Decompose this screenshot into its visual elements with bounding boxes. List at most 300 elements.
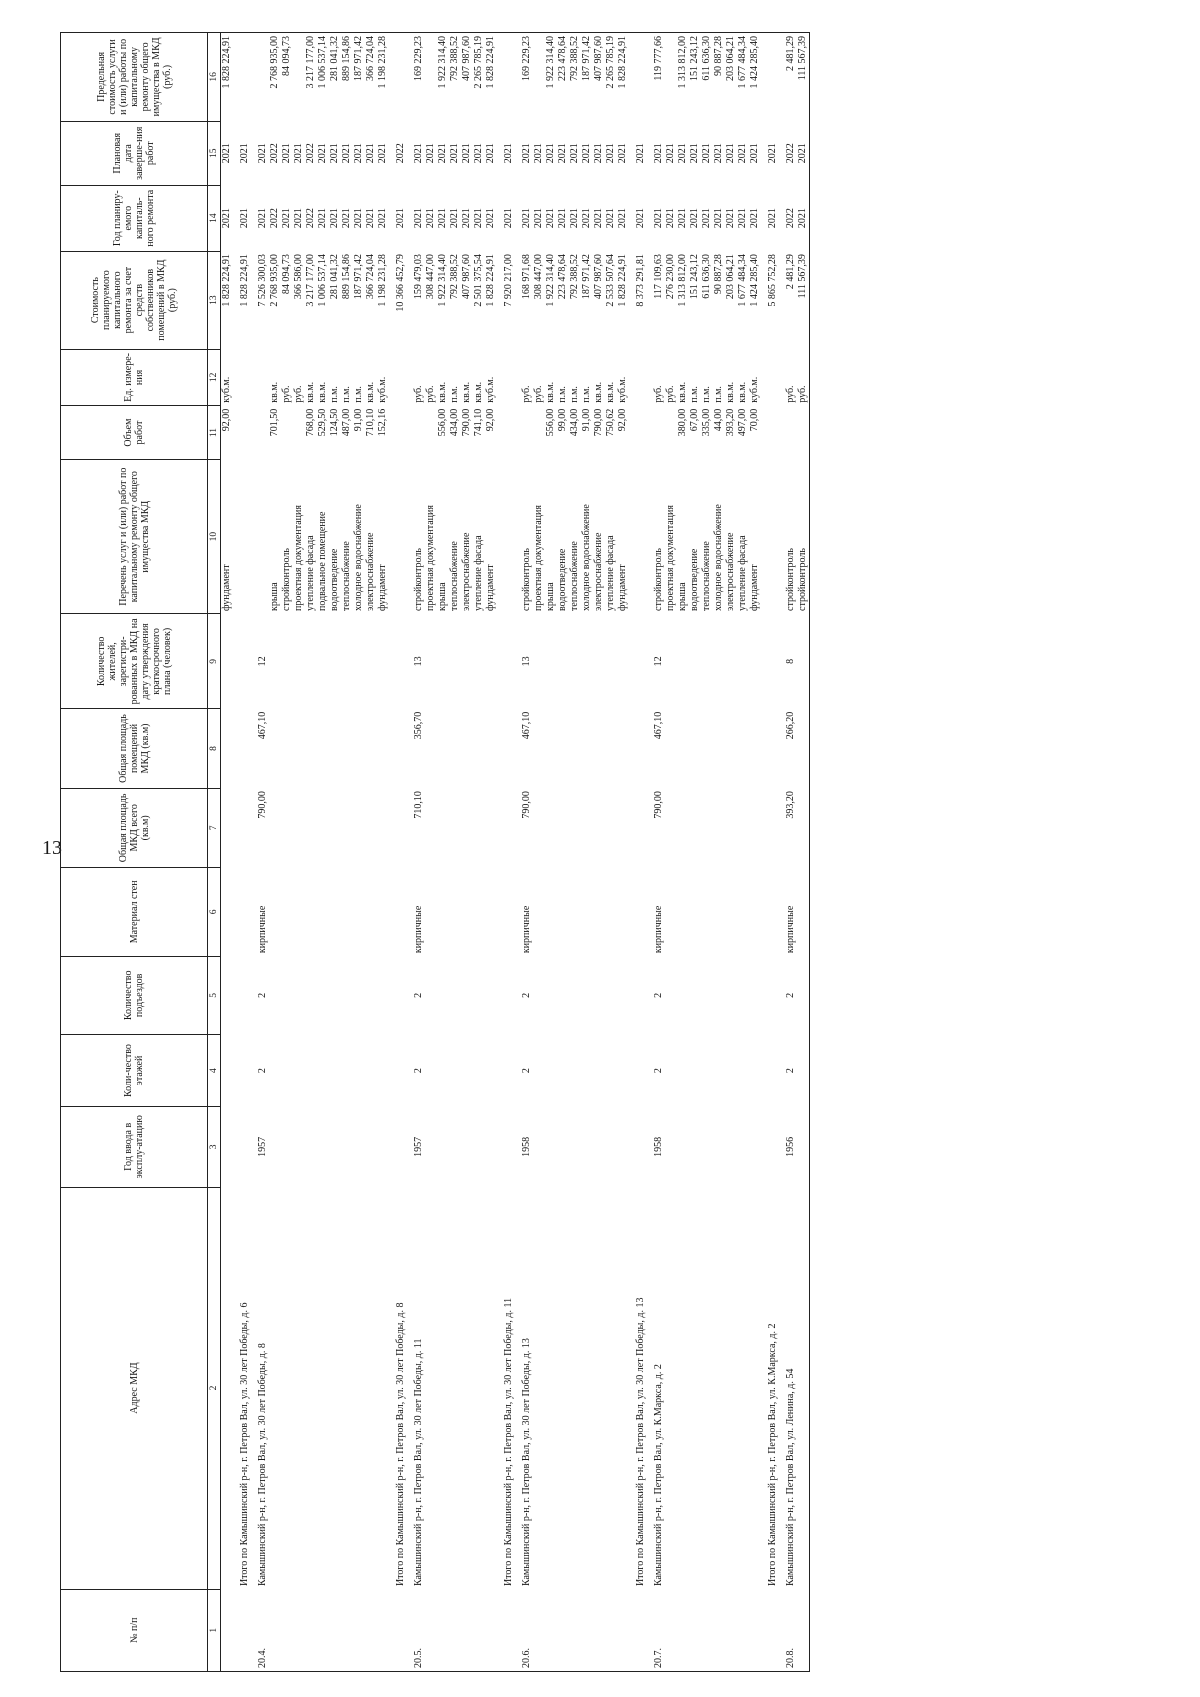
cell-c14: 2021: [521, 208, 532, 229]
cell-c2: Итого по Камышинский р-н, г. Петров Вал, ул. К.Маркса, д. 2: [767, 1323, 778, 1587]
cell-c14: 2021: [461, 208, 472, 229]
cell-c2: [449, 1187, 461, 1589]
cell-c16: 407 987,60: [461, 33, 473, 122]
cell-c12: [389, 349, 407, 406]
cell-c1: [329, 1589, 341, 1671]
cell-c3: [545, 1107, 557, 1187]
cell-c6: [269, 868, 281, 957]
cell-c12: кв.м.: [677, 381, 688, 403]
cell-c5: [341, 956, 353, 1034]
cell-c6: [725, 868, 737, 957]
cell-c2: Итого по Камышинский р-н, г. Петров Вал, ул. 30 лет Победы, д. 8: [395, 1302, 406, 1587]
cell-c4: [617, 1034, 629, 1106]
cell-c14: 2021: [713, 208, 724, 229]
total-row: [233, 33, 251, 1672]
cell-c15: 2021: [329, 143, 340, 164]
cell-c16: 84 094,73: [281, 33, 293, 122]
cell-c2: [377, 1187, 389, 1589]
cell-c8: [677, 709, 689, 788]
table-row: [221, 33, 234, 1672]
cell-c6: [233, 868, 251, 957]
cell-c7: [377, 788, 389, 867]
cell-c13: 90 887,28: [713, 254, 724, 295]
cell-c1: 20.6.: [515, 1589, 533, 1671]
cell-c8: [581, 709, 593, 788]
column-number: 10: [208, 459, 221, 614]
cell-c11: 70,00: [749, 408, 760, 432]
cell-c8: [437, 709, 449, 788]
cell-c8: [725, 709, 737, 788]
cell-c15: 2021: [545, 143, 556, 164]
cell-c12: куб.м.: [485, 376, 496, 403]
cell-c3: [353, 1107, 365, 1187]
table-row: [713, 33, 725, 1672]
cell-c12: кв.м.: [545, 381, 556, 403]
cell-c5: [389, 956, 407, 1034]
cell-c10: теплоснабжение: [569, 541, 580, 611]
cell-c4: [425, 1034, 437, 1106]
cell-c16: 1 922 314,40: [545, 33, 557, 122]
cell-c13: 1 922 314,40: [545, 254, 556, 307]
cell-c4: 2: [653, 1068, 664, 1074]
cell-c3: [269, 1107, 281, 1187]
cell-c5: [377, 956, 389, 1034]
cell-c1: [629, 1589, 647, 1671]
cell-c10: проектная документация: [425, 505, 436, 611]
cell-c9: [497, 614, 515, 709]
cell-c10: фундамент: [749, 564, 760, 611]
table-row: [425, 33, 437, 1672]
cell-c9: [725, 614, 737, 709]
cell-c6: [449, 868, 461, 957]
cell-c6: [485, 868, 497, 957]
cell-c11: [533, 406, 545, 460]
table-row: [581, 33, 593, 1672]
cell-c7: 790,00: [653, 791, 664, 819]
cell-c8: [497, 709, 515, 788]
cell-c8: [593, 709, 605, 788]
cell-c14: 2021: [503, 208, 514, 229]
cell-c9: [281, 614, 293, 709]
cell-c10: утепление фасада: [737, 535, 748, 611]
cell-c1: [713, 1589, 725, 1671]
table-row: [377, 33, 389, 1672]
cell-c11: 99,00: [557, 408, 568, 432]
cell-c15: 2021: [521, 143, 532, 164]
cell-c1: [461, 1589, 473, 1671]
cell-c6: [533, 868, 545, 957]
cell-c16: 1 198 231,28: [377, 33, 389, 122]
cell-c16: 792 388,52: [569, 33, 581, 122]
column-header: Материал стен: [61, 868, 208, 957]
cell-c10: стройконтроль: [785, 548, 796, 611]
cell-c2: Камышинский р-н, г. Петров Вал, ул. Ленина, д. 54: [785, 1368, 796, 1587]
column-number: 3: [208, 1107, 221, 1187]
column-header: Адрес МКД: [61, 1187, 208, 1589]
cell-c7: [689, 788, 701, 867]
cell-c11: 768,00: [305, 408, 316, 437]
cell-c5: [605, 956, 617, 1034]
cell-c16: 1 828 224,91: [485, 33, 497, 122]
cell-c5: 2: [257, 992, 268, 998]
cell-c8: [665, 709, 677, 788]
cell-c9: [557, 614, 569, 709]
cell-c5: [365, 956, 377, 1034]
cell-c2: [545, 1187, 557, 1589]
cell-c5: [221, 956, 234, 1034]
cell-c3: [389, 1107, 407, 1187]
table-row: [617, 33, 629, 1672]
cell-c3: [749, 1107, 761, 1187]
column-header: Плановая дата заверше-ния работ: [61, 121, 208, 185]
cell-c9: [461, 614, 473, 709]
cell-c15: 2021: [293, 143, 304, 164]
cell-c2: Итого по Камышинский р-н, г. Петров Вал, ул. 30 лет Победы, д. 13: [635, 1297, 646, 1587]
cell-c11: 152,16: [377, 408, 388, 437]
cell-c15: 2021: [749, 143, 760, 164]
cell-c2: [269, 1187, 281, 1589]
cell-c7: [473, 788, 485, 867]
table-row: [689, 33, 701, 1672]
cell-c2: [569, 1187, 581, 1589]
cell-c15: 2021: [377, 143, 388, 164]
cell-c10: фундамент: [377, 564, 388, 611]
cell-c15: 2021: [503, 143, 514, 164]
cell-c4: [689, 1034, 701, 1106]
cell-c11: 790,00: [593, 408, 604, 437]
cell-c7: [533, 788, 545, 867]
cell-c8: [761, 709, 779, 788]
cell-c12: п.м.: [449, 386, 460, 403]
cell-c7: [797, 788, 810, 867]
cell-c4: 2: [521, 1068, 532, 1074]
cell-c2: [533, 1187, 545, 1589]
cell-c1: [389, 1589, 407, 1671]
cell-c16: 2 768 935,00: [269, 33, 281, 122]
cell-c3: [581, 1107, 593, 1187]
building-row: [647, 33, 665, 1672]
cell-c6: [665, 868, 677, 957]
cell-c8: [425, 709, 437, 788]
table-row: [305, 33, 317, 1672]
cell-c4: [761, 1034, 779, 1106]
cell-c13: 308 447,00: [425, 254, 436, 300]
cell-c9: [581, 614, 593, 709]
column-number: 13: [208, 251, 221, 349]
column-number: 15: [208, 121, 221, 185]
cell-c15: 2021: [413, 143, 424, 164]
cell-c5: [545, 956, 557, 1034]
cell-c5: [473, 956, 485, 1034]
cell-c11: [389, 406, 407, 460]
cell-c2: Итого по Камышинский р-н, г. Петров Вал, ул. 30 лет Победы, д. 6: [239, 1302, 250, 1587]
cell-c11: [779, 406, 797, 460]
cell-c12: п.м.: [581, 386, 592, 403]
cell-c6: [713, 868, 725, 957]
cell-c15: 2021: [425, 143, 436, 164]
cell-c13: 223 478,64: [557, 254, 568, 300]
cell-c2: [293, 1187, 305, 1589]
cell-c15: 2021: [281, 143, 292, 164]
cell-c3: [557, 1107, 569, 1187]
cell-c11: 750,62: [605, 408, 616, 437]
cell-c5: [725, 956, 737, 1034]
table-row: [329, 33, 341, 1672]
cell-c1: [269, 1589, 281, 1671]
cell-c13: 1 006 537,14: [317, 254, 328, 307]
cell-c9: [761, 614, 779, 709]
table-row: [341, 33, 353, 1672]
cell-c16: 187 971,42: [353, 33, 365, 122]
cell-c4: [305, 1034, 317, 1106]
cell-c8: [797, 709, 810, 788]
cell-c2: [329, 1187, 341, 1589]
cell-c9: [353, 614, 365, 709]
cell-c13: 187 971,42: [581, 254, 592, 300]
cell-c1: [353, 1589, 365, 1671]
cell-c4: [665, 1034, 677, 1106]
cell-c15: 2021: [767, 143, 778, 164]
cell-c6: [761, 868, 779, 957]
cell-c10: проектная документация: [533, 505, 544, 611]
cell-c11: 335,00: [701, 408, 712, 437]
cell-c11: 92,00: [485, 408, 496, 432]
cell-c2: Итого по Камышинский р-н, г. Петров Вал, ул. 30 лет Победы, д. 11: [503, 1297, 514, 1587]
cell-c2: Камышинский р-н, г. Петров Вал, ул. 30 лет Победы, д. 8: [257, 1343, 268, 1587]
cell-c6: [389, 868, 407, 957]
cell-c8: [377, 709, 389, 788]
cell-c9: [677, 614, 689, 709]
cell-c12: руб.: [425, 385, 436, 403]
cell-c5: [317, 956, 329, 1034]
cell-c6: [437, 868, 449, 957]
cell-c7: [725, 788, 737, 867]
cell-c12: руб.: [281, 385, 292, 403]
cell-c13: 1 922 314,40: [437, 254, 448, 307]
cell-c16: [629, 33, 647, 122]
cell-c7: [569, 788, 581, 867]
cell-c8: [221, 709, 234, 788]
column-number: 14: [208, 185, 221, 251]
cell-c14: 2021: [437, 208, 448, 229]
cell-c5: [569, 956, 581, 1034]
cell-c16: 119 777,66: [647, 33, 665, 122]
cell-c7: [665, 788, 677, 867]
cell-c15: 2021: [677, 143, 688, 164]
cell-c3: [737, 1107, 749, 1187]
building-row: [779, 33, 797, 1672]
cell-c8: [461, 709, 473, 788]
cell-c9: [617, 614, 629, 709]
cell-c16: 2 481,29: [779, 33, 797, 122]
cell-c14: 2021: [725, 208, 736, 229]
cell-c6: [425, 868, 437, 957]
cell-c12: [761, 349, 779, 406]
cell-c4: [797, 1034, 810, 1106]
cell-c16: [533, 33, 545, 122]
cell-c16: 792 388,52: [449, 33, 461, 122]
cell-c14: 2021: [329, 208, 340, 229]
rotated-table-wrapper: [60, 32, 1200, 1672]
cell-c5: [485, 956, 497, 1034]
cell-c15: 2021: [653, 143, 664, 164]
cell-c9: [305, 614, 317, 709]
cell-c16: 223 478,64: [557, 33, 569, 122]
cell-c15: 2021: [221, 143, 232, 164]
cell-c15: 2021: [713, 143, 724, 164]
cell-c13: 8 373 291,81: [635, 254, 646, 307]
cell-c1: [749, 1589, 761, 1671]
cell-c1: 20.4.: [251, 1589, 269, 1671]
cell-c6: [341, 868, 353, 957]
cell-c14: 2021: [581, 208, 592, 229]
cell-c3: [701, 1107, 713, 1187]
cell-c3: [293, 1107, 305, 1187]
cell-c15: 2021: [689, 143, 700, 164]
cell-c16: [233, 33, 251, 122]
column-header: Год планиру-емого капиталь-ного ремонта: [61, 185, 208, 251]
cell-c15: 2021: [737, 143, 748, 164]
cell-c9: [797, 614, 810, 709]
cell-c4: [593, 1034, 605, 1106]
cell-c5: [353, 956, 365, 1034]
cell-c12: п.м.: [713, 386, 724, 403]
cell-c5: [665, 956, 677, 1034]
cell-c14: 2021: [797, 185, 810, 251]
cell-c8: [569, 709, 581, 788]
cell-c12: кв.м.: [461, 381, 472, 403]
cell-c5: [761, 956, 779, 1034]
cell-c9: 8: [785, 658, 796, 664]
cell-c12: п.м.: [341, 386, 352, 403]
cell-c12: кв.м.: [269, 381, 280, 403]
cell-c9: 13: [413, 656, 424, 667]
cell-c10: электроснабжение: [593, 532, 604, 611]
cell-c3: [317, 1107, 329, 1187]
cell-c16: [251, 33, 269, 122]
cell-c2: Камышинский р-н, г. Петров Вал, ул. К.Маркса, д. 2: [653, 1364, 664, 1587]
cell-c2: [737, 1187, 749, 1589]
cell-c13: 366 586,00: [293, 254, 304, 300]
cell-c1: [557, 1589, 569, 1671]
column-header: Ед. измере-ния: [61, 349, 208, 406]
cell-c7: [497, 788, 515, 867]
cell-c1: [293, 1589, 305, 1671]
cell-c5: [557, 956, 569, 1034]
cell-c14: 2021: [749, 208, 760, 229]
cell-c1: [761, 1589, 779, 1671]
cell-c2: [281, 1187, 293, 1589]
cell-c9: [713, 614, 725, 709]
cell-c16: 2 265 785,19: [605, 33, 617, 122]
cell-c1: [737, 1589, 749, 1671]
cell-c4: [353, 1034, 365, 1106]
table-row: [677, 33, 689, 1672]
cell-c6: [305, 868, 317, 957]
cell-c3: [461, 1107, 473, 1187]
cell-c14: 2021: [473, 208, 484, 229]
cell-c10: стройконтроль: [281, 548, 292, 611]
cell-c5: 2: [521, 992, 532, 998]
table-row: [269, 33, 281, 1672]
cell-c7: [233, 788, 251, 867]
cell-c3: [725, 1107, 737, 1187]
column-header: Общая площадь помещений МКД (кв.м): [61, 709, 208, 788]
cell-c15: 2021: [341, 143, 352, 164]
cell-c11: [497, 406, 515, 460]
cell-c11: [515, 406, 533, 460]
cell-c16: 90 887,28: [713, 33, 725, 122]
cell-c15: 2022: [269, 143, 280, 164]
cell-c5: 2: [785, 992, 796, 998]
table-row: [545, 33, 557, 1672]
cell-c2: [365, 1187, 377, 1589]
cell-c13: 889 154,86: [341, 254, 352, 300]
cell-c9: [533, 614, 545, 709]
cell-c12: [497, 349, 515, 406]
cell-c10: фундамент: [221, 564, 232, 611]
cell-c11: [647, 406, 665, 460]
cell-c16: 611 636,30: [701, 33, 713, 122]
column-number: 11: [208, 406, 221, 460]
cell-c5: [689, 956, 701, 1034]
cell-c11: 529,50: [317, 408, 328, 437]
cell-c13: 84 094,73: [281, 254, 292, 295]
cell-c15: 2021: [317, 143, 328, 164]
column-number: 1: [208, 1589, 221, 1671]
cell-c6: кирпичные: [521, 905, 532, 954]
cell-c11: 556,00: [545, 408, 556, 437]
cell-c5: [593, 956, 605, 1034]
table-row: [473, 33, 485, 1672]
cell-c10: крыша: [437, 582, 448, 611]
cell-c1: [437, 1589, 449, 1671]
cell-c4: [713, 1034, 725, 1106]
cell-c4: [473, 1034, 485, 1106]
cell-c9: [437, 614, 449, 709]
cell-c7: [485, 788, 497, 867]
cell-c10: утепление фасада: [305, 535, 316, 611]
cell-c7: [293, 788, 305, 867]
cell-c13: 5 865 752,28: [767, 254, 778, 307]
table-row: [353, 33, 365, 1672]
cell-c16: 1 922 314,40: [437, 33, 449, 122]
cell-c14: 2021: [569, 208, 580, 229]
cell-c11: [233, 406, 251, 460]
cell-c10: [251, 459, 269, 614]
cell-c11: [293, 406, 305, 460]
cell-c13: 7 526 300,03: [257, 254, 268, 307]
cell-c1: [797, 1589, 810, 1671]
cell-c1: 20.7.: [647, 1589, 665, 1671]
cell-c4: [293, 1034, 305, 1106]
cell-c4: 2: [413, 1068, 424, 1074]
cell-c14: 2021: [701, 208, 712, 229]
cell-c4: [389, 1034, 407, 1106]
cell-c4: [677, 1034, 689, 1106]
cell-c13: 2 768 935,00: [269, 254, 280, 307]
cell-c5: 2: [653, 992, 664, 998]
cell-c11: [281, 406, 293, 460]
cell-c13: 1 828 224,91: [617, 254, 628, 307]
cell-c1: [365, 1589, 377, 1671]
cell-c6: [749, 868, 761, 957]
cell-c14: 2021: [557, 208, 568, 229]
cell-c8: [353, 709, 365, 788]
cell-c6: [593, 868, 605, 957]
cell-c9: [329, 614, 341, 709]
repair-plan-table: [60, 32, 810, 1672]
